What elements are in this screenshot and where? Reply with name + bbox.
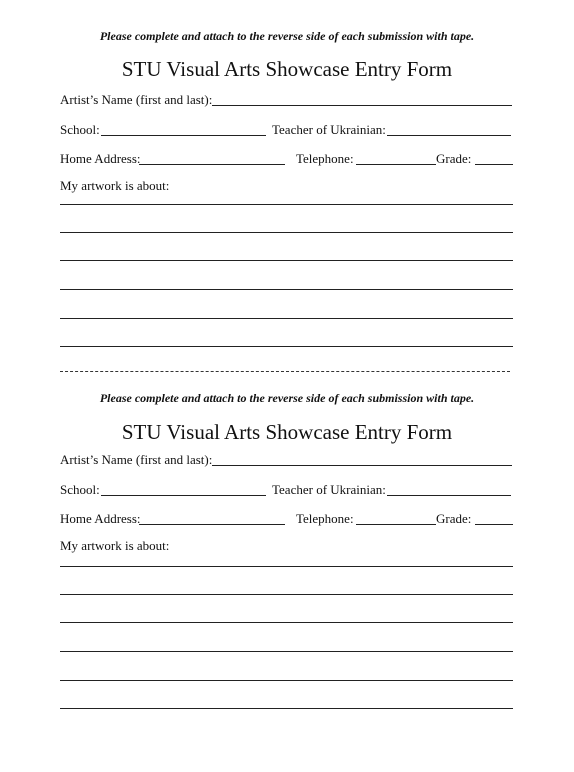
artist-name-label: Artist’s Name (first and last): <box>60 452 213 467</box>
artwork-about-label: My artwork is about: <box>60 178 170 193</box>
artwork-about-label: My artwork is about: <box>60 538 170 553</box>
grade-field[interactable] <box>475 164 513 165</box>
answer-line[interactable] <box>60 346 513 347</box>
answer-line[interactable] <box>60 260 513 261</box>
answer-line[interactable] <box>60 204 513 205</box>
telephone-label: Telephone: <box>296 151 354 166</box>
school-field[interactable] <box>101 495 266 496</box>
answer-line[interactable] <box>60 232 513 233</box>
school-field[interactable] <box>101 135 266 136</box>
answer-line[interactable] <box>60 622 513 623</box>
answer-line[interactable] <box>60 708 513 709</box>
answer-line[interactable] <box>60 594 513 595</box>
answer-line[interactable] <box>60 651 513 652</box>
answer-line[interactable] <box>60 680 513 681</box>
answer-line[interactable] <box>60 318 513 319</box>
telephone-field[interactable] <box>356 524 436 525</box>
school-label: School: <box>60 122 100 137</box>
home-address-label: Home Address: <box>60 151 141 166</box>
answer-line[interactable] <box>60 289 513 290</box>
telephone-field[interactable] <box>356 164 436 165</box>
grade-label: Grade: <box>436 511 472 526</box>
answer-line[interactable] <box>60 566 513 567</box>
artist-name-label: Artist’s Name (first and last): <box>60 92 213 107</box>
grade-field[interactable] <box>475 524 513 525</box>
home-address-field[interactable] <box>139 164 285 165</box>
home-address-label: Home Address: <box>60 511 141 526</box>
form-title: STU Visual Arts Showcase Entry Form <box>121 57 453 81</box>
form-title: STU Visual Arts Showcase Entry Form <box>121 420 453 444</box>
teacher-label: Teacher of Ukrainian: <box>272 122 386 137</box>
teacher-field[interactable] <box>387 495 511 496</box>
artist-name-field[interactable] <box>212 105 512 106</box>
teacher-label: Teacher of Ukrainian: <box>272 482 386 497</box>
school-label: School: <box>60 482 100 497</box>
instruction-text: Please complete and attach to the reverse side of each submission with tape. <box>99 29 475 43</box>
grade-label: Grade: <box>436 151 472 166</box>
cut-line-divider <box>60 371 510 372</box>
telephone-label: Telephone: <box>296 511 354 526</box>
home-address-field[interactable] <box>139 524 285 525</box>
artist-name-field[interactable] <box>212 465 512 466</box>
teacher-field[interactable] <box>387 135 511 136</box>
instruction-text: Please complete and attach to the reverse side of each submission with tape. <box>99 391 475 405</box>
